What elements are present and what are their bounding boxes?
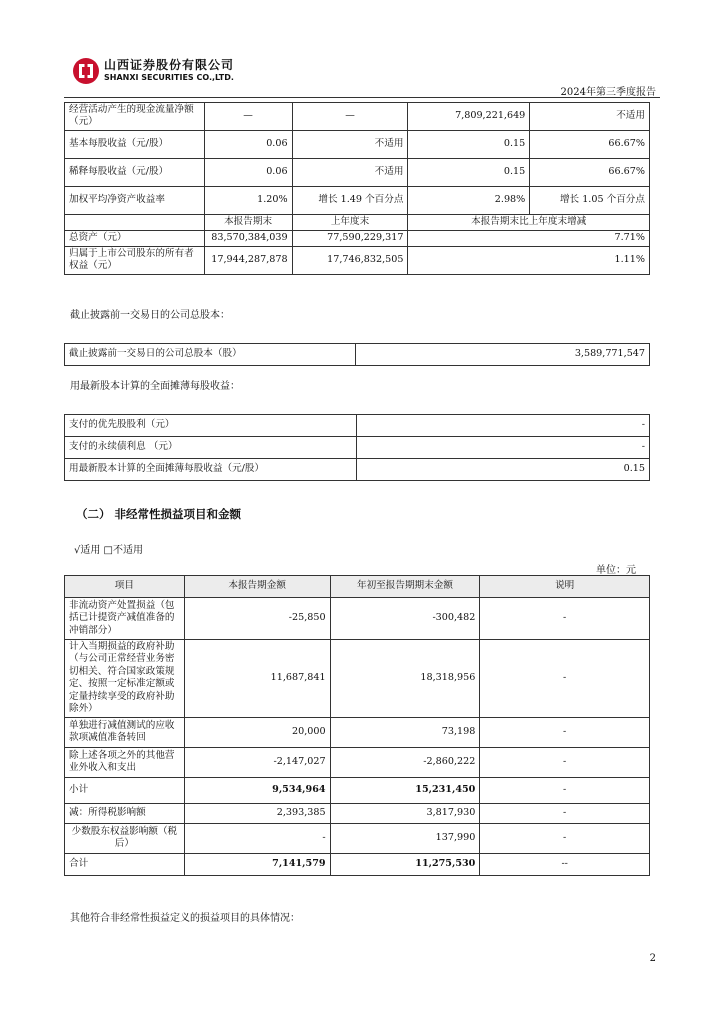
table-cell: -25,850 xyxy=(184,598,330,640)
table-cell: - xyxy=(356,437,650,459)
table-cell: 非流动资产处置损益（包括已计提资产减值准备的冲销部分） xyxy=(65,598,185,640)
table-cell: 15,231,450 xyxy=(330,777,480,803)
table-cell: 137,990 xyxy=(330,823,480,853)
table-row xyxy=(65,853,650,875)
table-cell: - xyxy=(480,803,650,823)
unit-label: 单位：元 xyxy=(596,565,636,576)
table-cell: 0.06 xyxy=(204,130,292,158)
table-cell: 不适用 xyxy=(530,103,650,131)
table-cell: 增长 1.49 个百分点 xyxy=(292,186,408,214)
table-header-cell: 项目 xyxy=(65,576,185,598)
table-cell: - xyxy=(480,640,650,718)
table-cell: 不适用 xyxy=(292,158,408,186)
table-row xyxy=(65,823,650,853)
table-row xyxy=(65,598,650,640)
table-cell: 计入当期损益的政府补助（与公司正常经营业务密切相关、符合国家政策规定、按照一定标准定额或定量持续享受的政府补助除外） xyxy=(65,640,185,718)
table-cell: 9,534,964 xyxy=(184,777,330,803)
table-cell: 单独进行减值测试的应收款项减值准备转回 xyxy=(65,717,185,747)
table-row xyxy=(65,103,650,131)
table-cell: 7,141,579 xyxy=(184,853,330,875)
table-cell: 0.15 xyxy=(408,158,530,186)
table-cell: 基本每股收益（元/股） xyxy=(65,130,205,158)
table-cell: 总资产（元） xyxy=(65,230,205,246)
table-cell: 支付的永续债利息 （元） xyxy=(65,437,357,459)
table-row xyxy=(65,803,650,823)
table-subheader-row xyxy=(65,214,650,230)
table-cell: — xyxy=(204,103,292,131)
table-cell: - xyxy=(480,747,650,777)
table-cell: -- xyxy=(480,853,650,875)
table-cell: 7.71% xyxy=(408,230,650,246)
table-cell: 3,589,771,547 xyxy=(356,344,650,366)
table-cell: 1.20% xyxy=(204,186,292,214)
table-cell: - xyxy=(184,823,330,853)
section-title: （二） 非经常性损益项目和金额 xyxy=(76,507,242,521)
table-cell: 83,570,384,039 xyxy=(204,230,292,246)
header-divider xyxy=(64,97,660,98)
table-cell: 归属于上市公司股东的所有者权益（元） xyxy=(65,246,205,274)
table-row xyxy=(65,777,650,803)
table-cell: 73,198 xyxy=(330,717,480,747)
key-metrics-table xyxy=(64,102,650,275)
table-cell: 小计 xyxy=(65,777,185,803)
table-cell: 2.98% xyxy=(408,186,530,214)
table-cell: 截止披露前一交易日的公司总股本（股） xyxy=(65,344,356,366)
table-cell: 1.11% xyxy=(408,246,650,274)
non-recurring-items-table xyxy=(64,575,650,876)
note-diluted-eps: 用最新股本计算的全面摊薄每股收益： xyxy=(70,381,240,392)
table-cell: 2,393,385 xyxy=(184,803,330,823)
table-cell: 少数股东权益影响额（税后） xyxy=(65,823,185,853)
table-cell: - xyxy=(480,777,650,803)
table-cell: 经营活动产生的现金流量净额（元） xyxy=(65,103,205,131)
table-cell: 0.15 xyxy=(408,130,530,158)
table-cell: 0.15 xyxy=(356,459,650,481)
table-cell: 7,809,221,649 xyxy=(408,103,530,131)
table-cell: 0.06 xyxy=(204,158,292,186)
table-cell: 17,944,287,878 xyxy=(204,246,292,274)
table-cell: 3,817,930 xyxy=(330,803,480,823)
company-name-en: SHANXI SECURITIES CO.,LTD. xyxy=(104,73,234,82)
table-row xyxy=(65,459,650,481)
note-other-items: 其他符合非经常性损益定义的损益项目的具体情况： xyxy=(70,913,300,924)
report-title: 2024年第三季度报告 xyxy=(560,87,656,98)
company-logo xyxy=(72,54,244,90)
table-row xyxy=(65,344,650,366)
table-cell: 合计 xyxy=(65,853,185,875)
table-cell xyxy=(65,214,205,230)
table-row xyxy=(65,158,650,186)
table-cell: 11,275,530 xyxy=(330,853,480,875)
table-cell: -2,860,222 xyxy=(330,747,480,777)
table-cell: 不适用 xyxy=(292,130,408,158)
logo-emblem-icon xyxy=(72,57,100,85)
table-cell: 17,746,832,505 xyxy=(292,246,408,274)
table-cell: — xyxy=(292,103,408,131)
table-cell: -300,482 xyxy=(330,598,480,640)
table-row xyxy=(65,747,650,777)
table-cell: -2,147,027 xyxy=(184,747,330,777)
table-cell: - xyxy=(480,823,650,853)
table-cell: - xyxy=(480,717,650,747)
table-cell: 支付的优先股股利（元） xyxy=(65,415,357,437)
table-cell: 减：所得税影响额 xyxy=(65,803,185,823)
total-shares-table xyxy=(64,343,650,366)
table-row xyxy=(65,186,650,214)
table-row xyxy=(65,640,650,718)
table-header-cell: 本报告期金额 xyxy=(184,576,330,598)
table-header-row xyxy=(65,576,650,598)
table-header-cell: 上年度末 xyxy=(292,214,408,230)
table-row xyxy=(65,130,650,158)
table-cell: 增长 1.05 个百分点 xyxy=(530,186,650,214)
note-total-shares: 截止披露前一交易日的公司总股本： xyxy=(70,310,230,321)
table-cell: 加权平均净资产收益率 xyxy=(65,186,205,214)
table-row xyxy=(65,415,650,437)
table-cell: 66.67% xyxy=(530,130,650,158)
table-header-cell: 本报告期末 xyxy=(204,214,292,230)
table-row xyxy=(65,246,650,274)
table-cell: 用最新股本计算的全面摊薄每股收益（元/股） xyxy=(65,459,357,481)
table-cell: 77,590,229,317 xyxy=(292,230,408,246)
table-row xyxy=(65,437,650,459)
diluted-eps-table xyxy=(64,414,650,481)
table-cell: 18,318,956 xyxy=(330,640,480,718)
table-cell: 11,687,841 xyxy=(184,640,330,718)
table-cell: 稀释每股收益（元/股） xyxy=(65,158,205,186)
company-name-cn: 山西证券股份有限公司 xyxy=(104,58,235,72)
table-cell: 66.67% xyxy=(530,158,650,186)
table-cell: 20,000 xyxy=(184,717,330,747)
table-row xyxy=(65,717,650,747)
page-number: 2 xyxy=(649,953,656,964)
table-cell: 除上述各项之外的其他营业外收入和支出 xyxy=(65,747,185,777)
table-cell: - xyxy=(356,415,650,437)
table-row xyxy=(65,230,650,246)
table-header-cell: 本报告期末比上年度末增减 xyxy=(408,214,650,230)
table-header-cell: 说明 xyxy=(480,576,650,598)
applicability-flag: √适用 □不适用 xyxy=(74,545,143,556)
table-header-cell: 年初至报告期期末金额 xyxy=(330,576,480,598)
table-cell: - xyxy=(480,598,650,640)
